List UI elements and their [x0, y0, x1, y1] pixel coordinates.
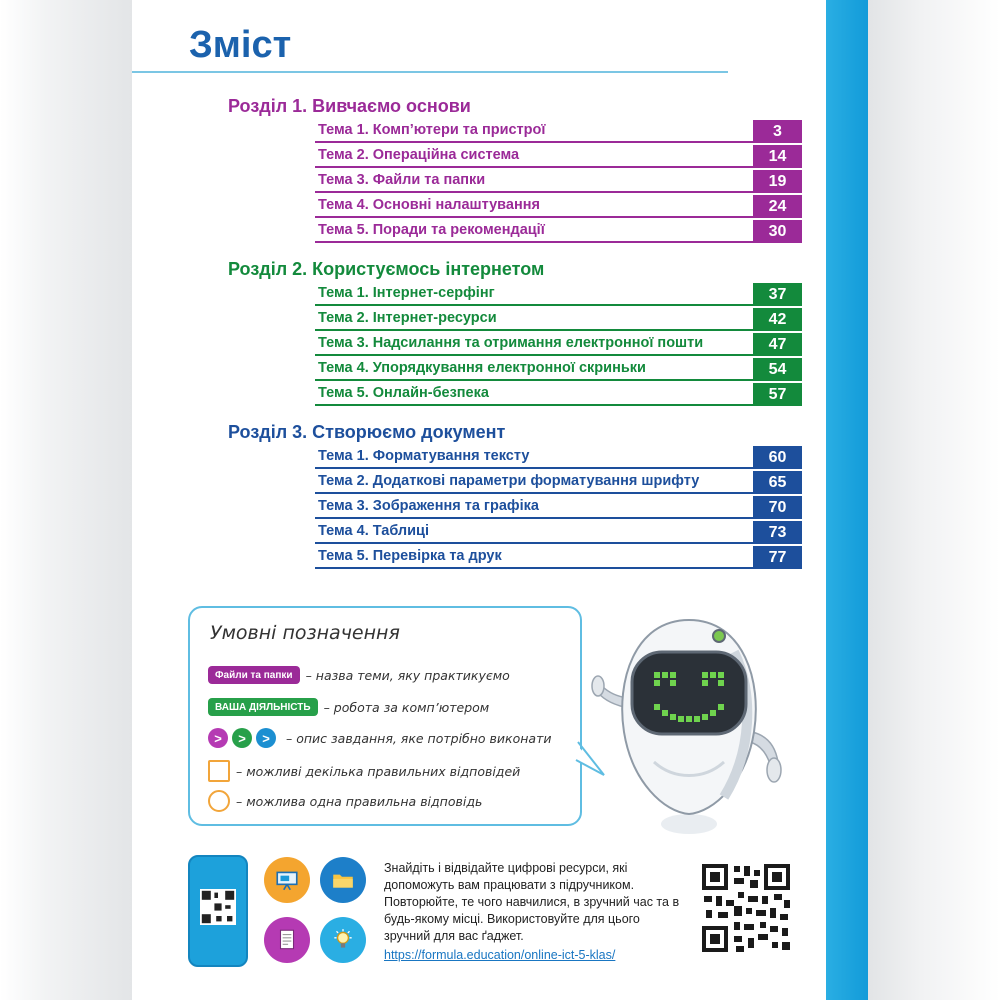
robot-mascot-illustration [584, 612, 794, 842]
section-title: Розділ 2. Користуємось інтернетом [228, 259, 545, 279]
task-arrow-icon: > [208, 728, 228, 748]
page-number-badge: 42 [753, 308, 802, 331]
toc-entry[interactable] [318, 219, 802, 244]
legend-text: – можливі декілька правильних відповідей [236, 763, 521, 779]
legend-text: – назва теми, яку практикуємо [305, 667, 510, 683]
page-number-badge: 60 [753, 446, 802, 469]
toc-entry[interactable] [318, 307, 802, 332]
toc-entry-underline [315, 404, 753, 406]
page-number-badge: 3 [753, 120, 802, 143]
page-number-badge: 24 [753, 195, 802, 218]
toc-entry-label: Тема 2. Операційна система [318, 147, 520, 163]
page-number-badge: 37 [753, 283, 802, 306]
legend-row-activity [208, 698, 489, 716]
section-1 [228, 93, 802, 244]
page-number-badge: 14 [753, 145, 802, 168]
section-title: Розділ 3. Створюємо документ [228, 422, 506, 442]
left-page-gutter [0, 0, 132, 1000]
toc-entry-underline [315, 141, 753, 143]
toc-entry-label: Тема 1. Комп’ютери та пристрої [318, 122, 546, 138]
toc-entry[interactable] [318, 520, 802, 545]
toc-entry-label: Тема 2. Додаткові параметри форматування шрифту [318, 473, 700, 489]
legend-row-topic [208, 666, 510, 684]
legend-text: – опис завдання, яке потрібно виконати [286, 730, 552, 746]
page-number-badge: 30 [753, 220, 802, 243]
legend-title: Умовні позначення [210, 622, 400, 644]
toc-entry-underline [315, 467, 753, 469]
toc-entry[interactable] [318, 282, 802, 307]
toc-entry-underline [315, 329, 753, 331]
toc-entry[interactable] [318, 382, 802, 407]
page-number-badge: 70 [753, 496, 802, 519]
phone-illustration [188, 855, 248, 967]
toc-entry[interactable] [318, 545, 802, 570]
phone-qr-icon [200, 889, 236, 925]
toc-entry-underline [315, 241, 753, 243]
page-number-badge: 57 [753, 383, 802, 406]
toc-entry-label: Тема 3. Надсилання та отримання електронної пошти [318, 335, 704, 351]
qr-code[interactable] [700, 862, 792, 954]
toc-entry-label: Тема 5. Перевірка та друк [318, 548, 502, 564]
section-2 [228, 256, 802, 407]
toc-entry-underline [315, 542, 753, 544]
resources-link[interactable]: https://formula.education/online-ict-5-klas/ [384, 948, 616, 962]
page-number-badge: 19 [753, 170, 802, 193]
toc-entry[interactable] [318, 495, 802, 520]
lightbulb-icon [320, 917, 366, 963]
toc-entry-label: Тема 4. Упорядкування електронної скриньки [318, 360, 646, 376]
folder-icon [320, 857, 366, 903]
checkbox-icon [208, 760, 230, 782]
right-page-gutter [868, 0, 1000, 1000]
toc-entry[interactable] [318, 119, 802, 144]
toc-entry-underline [315, 304, 753, 306]
legend-text: – робота за комп’ютером [323, 699, 490, 715]
page-number-badge: 54 [753, 358, 802, 381]
page-number-badge: 47 [753, 333, 802, 356]
page-number-badge: 65 [753, 471, 802, 494]
toc-entry[interactable] [318, 169, 802, 194]
presentation-icon [264, 857, 310, 903]
contents-page [132, 0, 868, 1000]
section-title: Розділ 1. Вивчаємо основи [228, 96, 471, 116]
page-number-badge: 73 [753, 521, 802, 544]
legend-row-task [208, 728, 551, 748]
toc-entry-underline [315, 354, 753, 356]
toc-entry[interactable] [318, 194, 802, 219]
toc-entry-underline [315, 379, 753, 381]
toc-entry[interactable] [318, 357, 802, 382]
radio-icon [208, 790, 230, 812]
toc-entry-underline [315, 517, 753, 519]
toc-entry-label: Тема 5. Поради та рекомендації [318, 222, 545, 238]
page-number-badge: 77 [753, 546, 802, 569]
toc-entry[interactable] [318, 470, 802, 495]
task-arrow-icon: > [232, 728, 252, 748]
document-icon [264, 917, 310, 963]
toc-entry-label: Тема 3. Зображення та графіка [318, 498, 539, 514]
toc-entry-label: Тема 5. Онлайн-безпека [318, 385, 489, 401]
toc-entry-underline [315, 166, 753, 168]
toc-entry-underline [315, 191, 753, 193]
legend-row-checkbox [208, 760, 520, 782]
legend-text: – можлива одна правильна відповідь [236, 793, 483, 809]
toc-entry-label: Тема 1. Інтернет-серфінг [318, 285, 495, 301]
toc-entry-label: Тема 3. Файли та папки [318, 172, 486, 188]
topic-pill: Файли та папки [208, 666, 300, 684]
task-arrow-icon: > [256, 728, 276, 748]
resources-description: Знайдіть і відвідайте цифрові ресурси, які допоможуть вам працювати з підручником. Повторюйте, те чого навчилися, в зручний час та в будь-якому місці. Використовуйте для цього зручний для вас ґаджет. [384, 861, 680, 943]
toc-entry-underline [315, 216, 753, 218]
toc-entry-label: Тема 2. Інтернет-ресурси [318, 310, 497, 326]
toc-entry[interactable] [318, 445, 802, 470]
toc-entry[interactable] [318, 332, 802, 357]
section-3 [228, 419, 802, 570]
toc-entry-underline [315, 492, 753, 494]
toc-entry[interactable] [318, 144, 802, 169]
page-title: Зміст [189, 24, 292, 66]
toc-entry-underline [315, 567, 753, 569]
activity-pill: ВАША ДІЯЛЬНІСТЬ [208, 698, 318, 716]
page-edge-bar [826, 0, 868, 1000]
legend-box [188, 606, 582, 826]
title-underline [132, 71, 728, 73]
toc-entry-label: Тема 1. Форматування тексту [318, 448, 530, 464]
legend-row-radio [208, 790, 482, 812]
toc-entry-label: Тема 4. Основні налаштування [318, 197, 540, 213]
toc-entry-label: Тема 4. Таблиці [318, 523, 429, 539]
